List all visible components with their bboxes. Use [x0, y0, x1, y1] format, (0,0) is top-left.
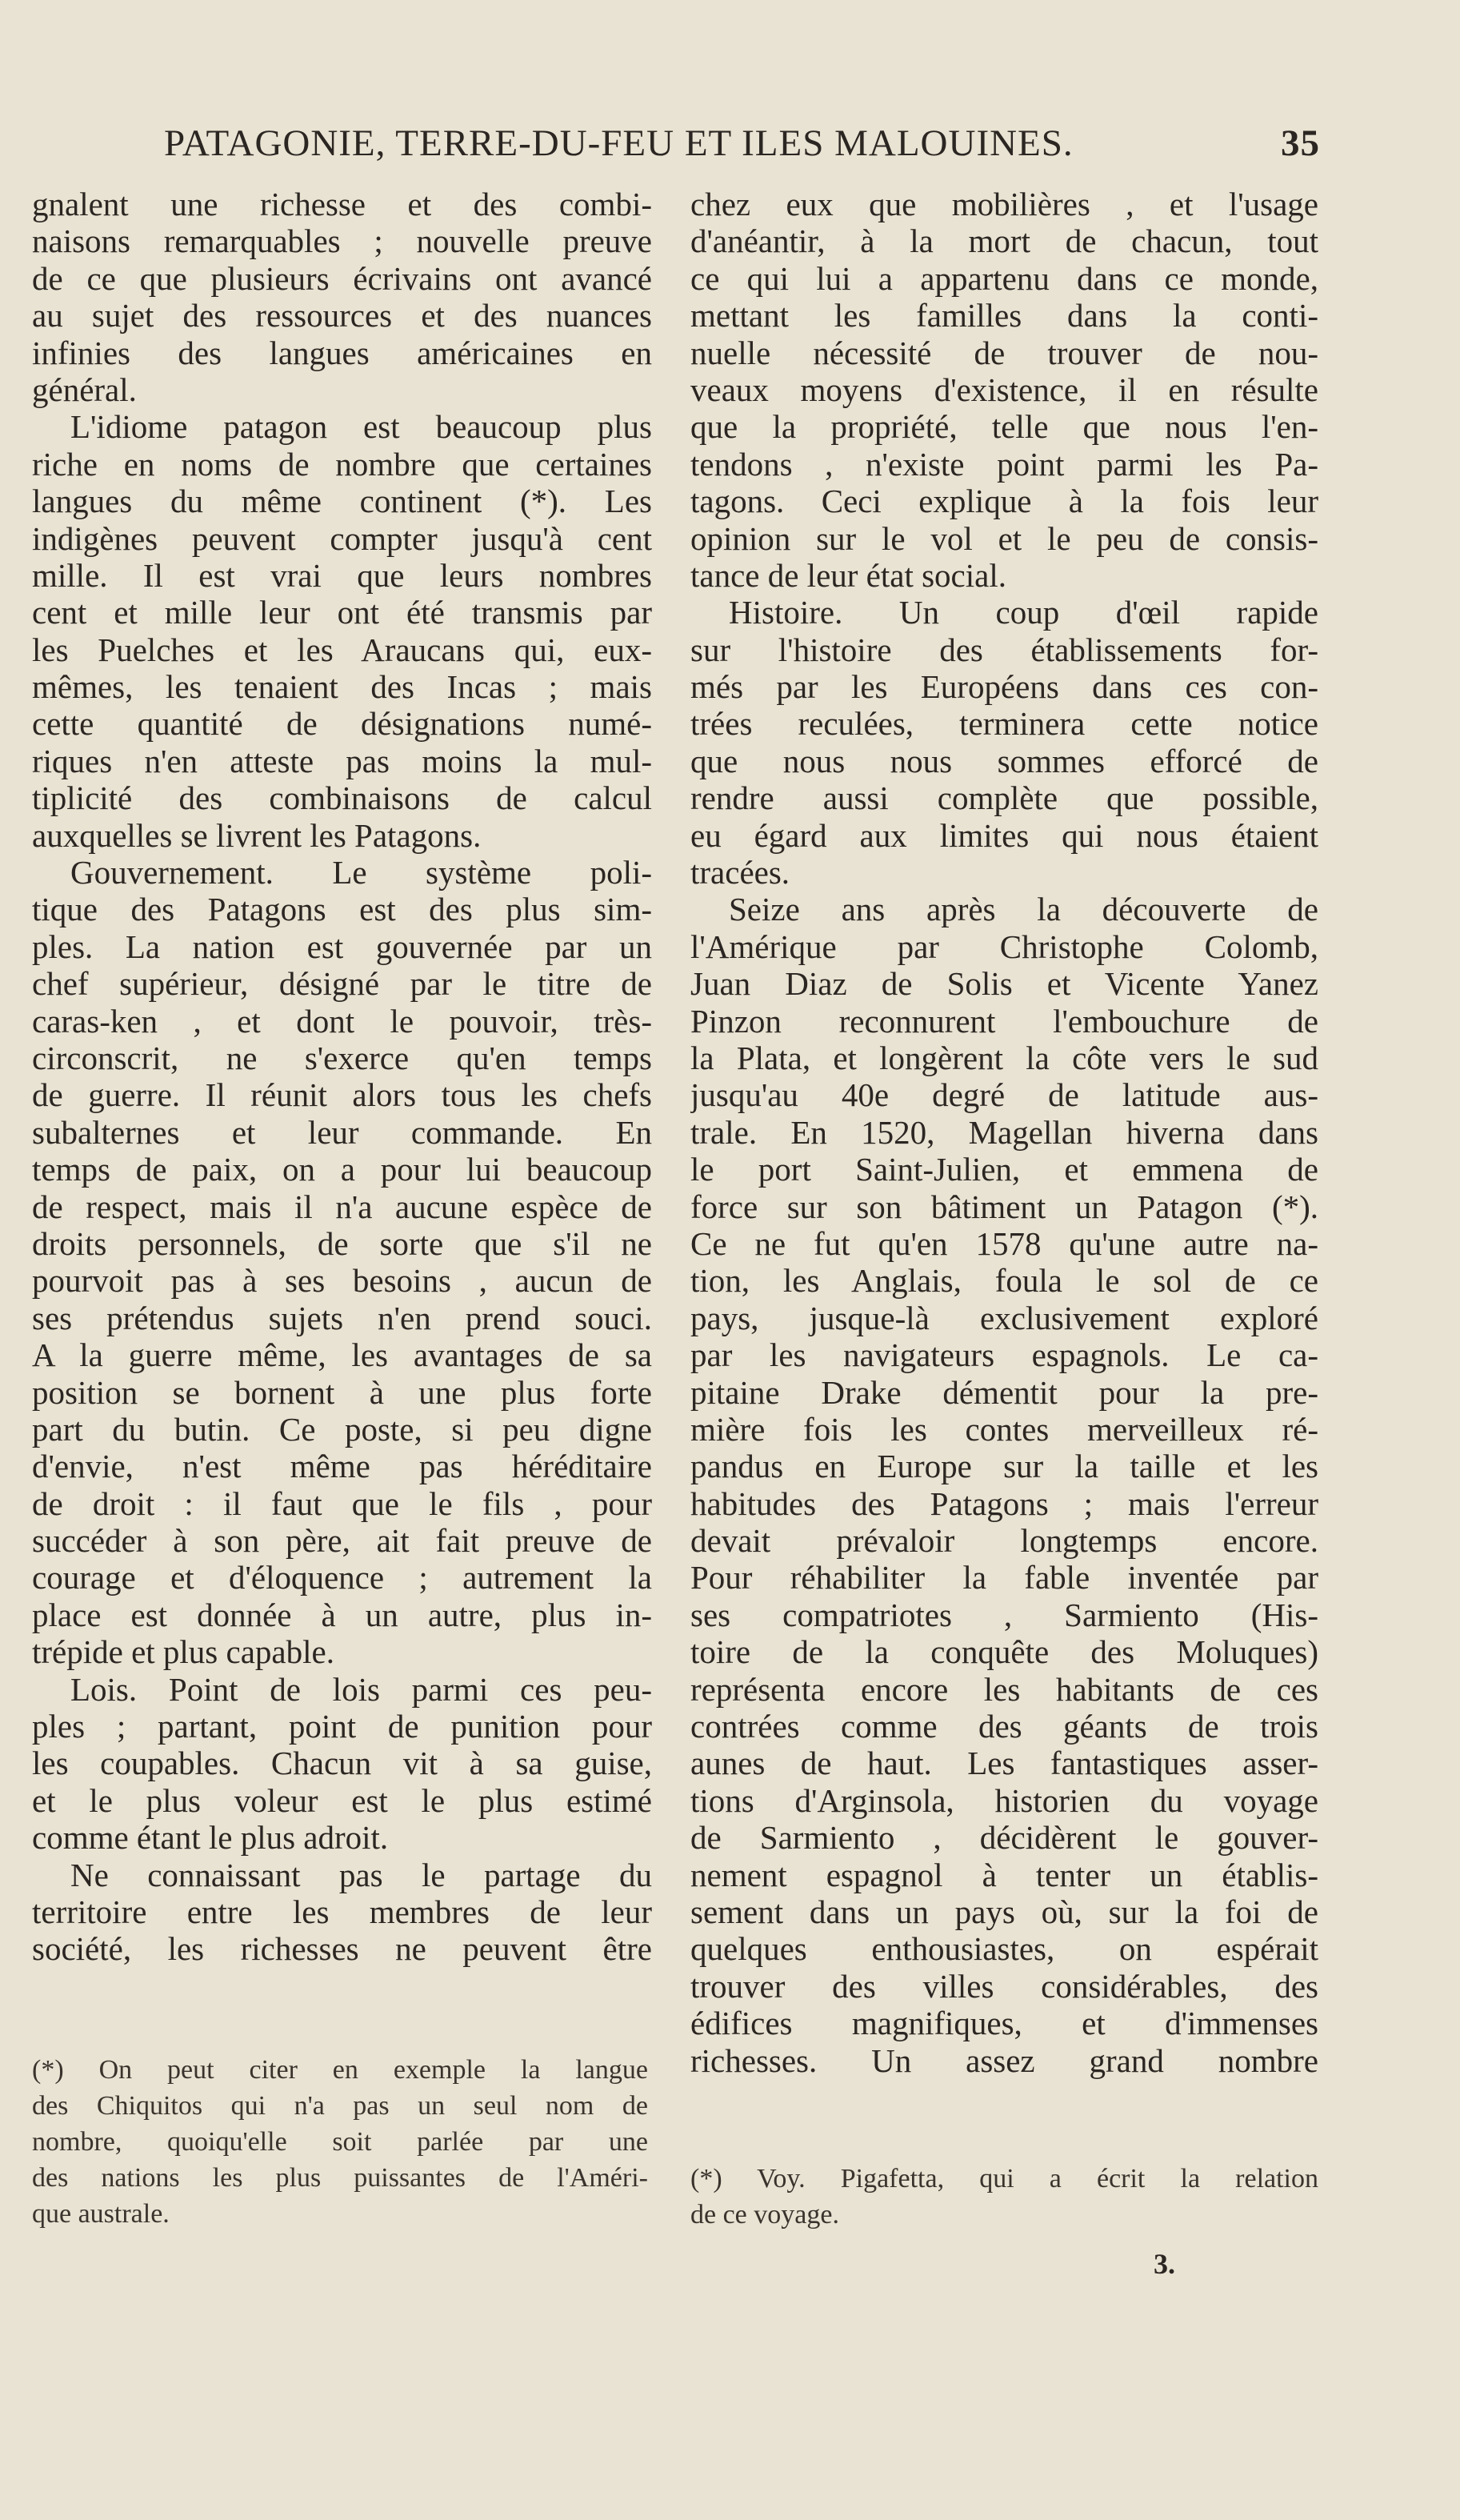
text-line: trépide et plus capable.: [32, 1633, 334, 1671]
text-line: caras-ken , et dont le pouvoir, très-: [32, 1002, 652, 1040]
text-line: tendons , n'existe point parmi les Pa-: [690, 445, 1318, 483]
text-line: force sur son bâtiment un Patagon (*).: [690, 1188, 1318, 1225]
footnote-line: de ce voyage.: [690, 2200, 839, 2230]
running-header: [164, 122, 1320, 170]
text-line: riche en noms de nombre que certaines: [32, 445, 652, 483]
text-line: temps de paix, on a pour lui beaucoup: [32, 1151, 652, 1188]
text-line: nuelle nécessité de trouver de nou-: [690, 334, 1318, 371]
text-line: droits personnels, de sorte que s'il ne: [32, 1224, 652, 1262]
text-line: naisons remarquables ; nouvelle preuve: [32, 222, 652, 260]
text-line: de respect, mais il n'a aucune espèce de: [32, 1188, 652, 1225]
text-line: mille. Il est vrai que leurs nombres: [32, 556, 652, 594]
text-line: tance de leur état social.: [690, 556, 1006, 594]
text-line: pourvoit pas à ses besoins , aucun de: [32, 1262, 652, 1300]
text-line: devait prévaloir longtemps encore.: [690, 1522, 1318, 1560]
text-line: le port Saint-Julien, et emmena de: [690, 1151, 1318, 1188]
text-line: Pour réhabiliter la fable inventée par: [690, 1559, 1318, 1597]
text-line: d'anéantir, à la mort de chacun, tout: [690, 222, 1318, 260]
text-line: de guerre. Il réunit alors tous les chefs: [32, 1076, 652, 1114]
signature-mark: 3.: [1154, 2248, 1175, 2280]
text-line: de droit : il faut que le fils , pour: [32, 1484, 652, 1522]
text-line: société, les richesses ne peuvent être: [32, 1930, 652, 1968]
text-line: Gouvernement. Le système poli-: [70, 854, 652, 891]
text-line: sur l'histoire des établissements for-: [690, 631, 1318, 668]
text-line: Seize ans après la découverte de: [729, 891, 1318, 928]
text-line: les Puelches et les Araucans qui, eux-: [32, 631, 652, 668]
text-line: tiplicité des combinaisons de calcul: [32, 779, 652, 817]
text-line: part du butin. Ce poste, si peu digne: [32, 1410, 652, 1448]
text-line: tions d'Arginsola, historien du voyage: [690, 1781, 1318, 1819]
text-line: de Sarmiento , décidèrent le gouver-: [690, 1819, 1318, 1857]
page-number: 35: [1281, 122, 1320, 164]
text-line: aunes de haut. Les fantastiques asser-: [690, 1745, 1318, 1782]
text-line: cent et mille leur ont été transmis par: [32, 594, 652, 631]
text-line: trale. En 1520, Magellan hiverna dans: [690, 1113, 1318, 1151]
text-line: tagons. Ceci explique à la fois leur: [690, 483, 1318, 520]
text-line: au sujet des ressources et des nuances: [32, 297, 652, 335]
text-line: ples. La nation est gouvernée par un: [32, 927, 652, 965]
text-line: indigènes peuvent compter jusqu'à cent: [32, 519, 652, 557]
text-line: général.: [32, 371, 137, 408]
text-line: quelques enthousiastes, on espérait: [690, 1930, 1318, 1968]
text-line: Lois. Point de lois parmi ces peu-: [70, 1670, 652, 1708]
text-line: chez eux que mobilières , et l'usage: [690, 186, 1318, 222]
left-text-column: [32, 186, 652, 1968]
text-line: pandus en Europe sur la taille et les: [690, 1448, 1318, 1485]
text-line: jusqu'au 40e degré de latitude aus-: [690, 1076, 1318, 1114]
text-line: Pinzon reconnurent l'embouchure de: [690, 1002, 1318, 1040]
running-title: PATAGONIE, TERRE-DU-FEU ET ILES MALOUINES.: [164, 122, 1074, 164]
text-line: par les navigateurs espagnols. Le ca-: [690, 1336, 1318, 1374]
text-line: tique des Patagons est des plus sim-: [32, 891, 652, 928]
text-line: nement espagnol à tenter un établis-: [690, 1856, 1318, 1893]
text-line: trées reculées, terminera cette notice: [690, 705, 1318, 743]
text-line: sement dans un pays où, sur la foi de: [690, 1893, 1318, 1930]
text-line: Ne connaissant pas le partage du: [70, 1856, 652, 1893]
text-line: l'Amérique par Christophe Colomb,: [690, 927, 1318, 965]
text-line: auxquelles se livrent les Patagons.: [32, 816, 482, 854]
text-line: représenta encore les habitants de ces: [690, 1670, 1318, 1708]
right-text-column: [690, 186, 1318, 2079]
text-line: et le plus voleur est le plus estimé: [32, 1781, 652, 1819]
left-footnote: [32, 2052, 648, 2232]
text-line: habitudes des Patagons ; mais l'erreur: [690, 1484, 1318, 1522]
text-line: contrées comme des géants de trois: [690, 1708, 1318, 1745]
text-line: pays, jusque-là exclusivement exploré: [690, 1299, 1318, 1336]
text-line: ples ; partant, point de punition pour: [32, 1708, 652, 1745]
footnote-line: des Chiquitos qui n'a pas un seul nom de: [32, 2091, 648, 2121]
text-line: comme étant le plus adroit.: [32, 1819, 389, 1857]
right-footnote: [690, 2161, 1318, 2233]
text-line: toire de la conquête des Moluques): [690, 1633, 1318, 1671]
text-line: ce qui lui a appartenu dans ce monde,: [690, 259, 1318, 297]
footnote-line: des nations les plus puissantes de l'Améri-: [32, 2163, 648, 2193]
text-line: mettant les familles dans la conti-: [690, 297, 1318, 335]
text-line: més par les Européens dans ces con-: [690, 668, 1318, 706]
text-line: ses prétendus sujets n'en prend souci.: [32, 1299, 652, 1336]
text-line: mière fois les contes merveilleux ré-: [690, 1410, 1318, 1448]
text-line: que la propriété, telle que nous l'en-: [690, 408, 1318, 446]
text-line: Juan Diaz de Solis et Vicente Yanez: [690, 965, 1318, 1003]
text-line: courage et d'éloquence ; autrement la: [32, 1559, 652, 1597]
text-line: langues du même continent (*). Les: [32, 483, 652, 520]
text-line: cette quantité de désignations numé-: [32, 705, 652, 743]
text-line: pitaine Drake démentit pour la pre-: [690, 1373, 1318, 1411]
text-line: Ce ne fut qu'en 1578 qu'une autre na-: [690, 1224, 1318, 1262]
text-line: territoire entre les membres de leur: [32, 1893, 652, 1930]
footnote-line: que australe.: [32, 2199, 170, 2229]
text-line: mêmes, les tenaient des Incas ; mais: [32, 668, 652, 706]
text-line: opinion sur le vol et le peu de consis-: [690, 519, 1318, 557]
text-line: eu égard aux limites qui nous étaient: [690, 816, 1318, 854]
text-line: place est donnée à un autre, plus in-: [32, 1596, 652, 1633]
text-line: trouver des villes considérables, des: [690, 1967, 1318, 2005]
text-line: subalternes et leur commande. En: [32, 1113, 652, 1151]
text-line: chef supérieur, désigné par le titre de: [32, 965, 652, 1003]
text-line: riques n'en atteste pas moins la mul-: [32, 742, 652, 779]
text-line: L'idiome patagon est beaucoup plus: [70, 408, 652, 446]
footnote-line: (*) Voy. Pigafetta, qui a écrit la relation: [690, 2164, 1318, 2193]
text-line: la Plata, et longèrent la côte vers le sud: [690, 1039, 1318, 1076]
text-line: A la guerre même, les avantages de sa: [32, 1336, 652, 1374]
text-line: succéder à son père, ait fait preuve de: [32, 1522, 652, 1560]
text-line: tracées.: [690, 854, 790, 891]
text-line: de ce que plusieurs écrivains ont avancé: [32, 259, 652, 297]
text-line: position se bornent à une plus forte: [32, 1373, 652, 1411]
text-line: circonscrit, ne s'exerce qu'en temps: [32, 1039, 652, 1076]
text-line: les coupables. Chacun vit à sa guise,: [32, 1745, 652, 1782]
text-line: rendre aussi complète que possible,: [690, 779, 1318, 817]
text-line: édifices magnifiques, et d'immenses: [690, 2005, 1318, 2042]
text-line: richesses. Un assez grand nombre: [690, 2041, 1318, 2079]
text-line: tion, les Anglais, foula le sol de ce: [690, 1262, 1318, 1300]
text-line: que nous nous sommes efforcé de: [690, 742, 1318, 779]
text-line: gnalent une richesse et des combi-: [32, 186, 652, 222]
text-line: ses compatriotes , Sarmiento (His-: [690, 1596, 1318, 1633]
text-line: infinies des langues américaines en: [32, 334, 652, 371]
text-line: d'envie, n'est même pas héréditaire: [32, 1448, 652, 1485]
footnote-line: (*) On peut citer en exemple la langue: [32, 2055, 648, 2085]
text-line: Histoire. Un coup d'œil rapide: [729, 594, 1318, 631]
footnote-line: nombre, quoiqu'elle soit parlée par une: [32, 2127, 648, 2157]
text-line: veaux moyens d'existence, il en résulte: [690, 371, 1318, 408]
